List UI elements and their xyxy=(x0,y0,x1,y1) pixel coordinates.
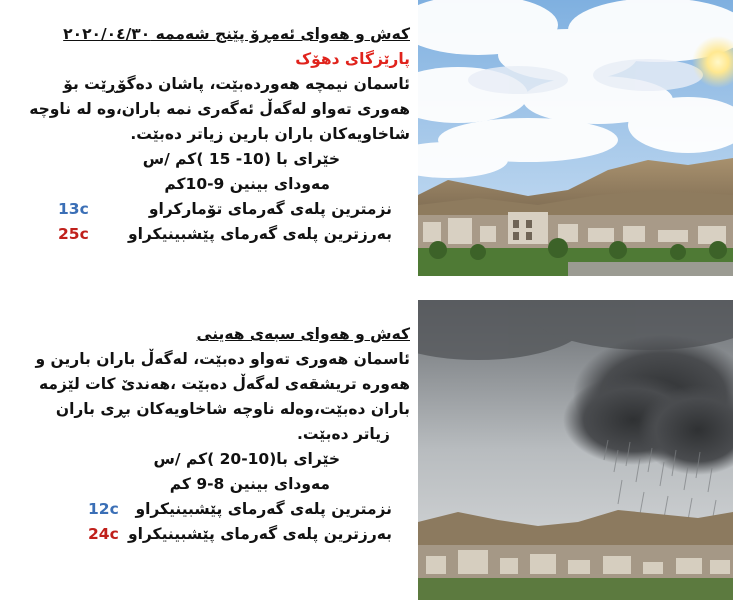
today-high-row xyxy=(6,222,410,247)
friday-desc-line-1: ئاسمان هەوری تەواو دەبێت، لەگەڵ باران بارین و xyxy=(35,350,410,368)
friday-low-row xyxy=(6,497,410,522)
friday-high-value: 24c xyxy=(88,525,119,543)
friday-low-value: 12c xyxy=(88,500,119,518)
today-high-label: بەرزترین پلەی گەرمای پێشبینیکراو xyxy=(127,225,392,243)
friday-title: کەش و هەوای سبەی هەینی xyxy=(196,325,410,343)
friday-desc-line-4: زیاتر دەبێت. xyxy=(297,425,390,443)
friday-high-row xyxy=(6,522,410,547)
today-forecast xyxy=(6,22,410,247)
today-low-value: 13c xyxy=(58,200,89,218)
friday-low-label: نزمترین پلەی گەرمای پێشبینیکراو xyxy=(135,500,392,518)
partly-cloudy-city-photo xyxy=(418,0,733,276)
friday-visibility: مەودای بینین 8-9 کم xyxy=(169,475,330,493)
today-title: کەش و هەوای ئەمڕۆ پێنج شەممە ٢٠٢٠/٠٤/٣٠ xyxy=(63,25,410,43)
today-low-row xyxy=(6,197,410,222)
friday-high-label: بەرزترین پلەی گەرمای پێشبینیکراو xyxy=(127,525,392,543)
today-low-label: نزمترین پلەی گەرمای تۆمارکراو xyxy=(148,200,392,218)
today-desc-line-2: هەوری تەواو لەگەڵ ئەگەری نمە باران،وە لە ناوچە xyxy=(29,100,410,118)
friday-forecast xyxy=(6,322,410,547)
today-desc-line-3: شاخاویەکان باران بارین زیاتر دەبێت. xyxy=(130,125,410,143)
today-visibility: مەودای بینین 9-10کم xyxy=(164,175,330,193)
today-high-value: 25c xyxy=(58,225,89,243)
friday-wind: خێرای با(10-20 )کم /س xyxy=(153,450,340,468)
today-desc-line-1: ئاسمان نیمچە هەوردەبێت، پاشان دەگۆڕێت بۆ xyxy=(63,75,410,93)
province-name: پارێزگای دهۆک xyxy=(295,50,410,68)
today-wind: خێرای با (10- 15 )کم /س xyxy=(142,150,340,168)
friday-desc-line-3: باران دەبێت،وەلە ناوچە شاخاویەکان بڕی باران xyxy=(55,400,410,418)
friday-desc-line-2: هەورە تریشقەی لەگەڵ دەبێت ،هەندێ کات لێزمە xyxy=(38,375,410,393)
storm-rain-city-photo xyxy=(418,300,733,600)
